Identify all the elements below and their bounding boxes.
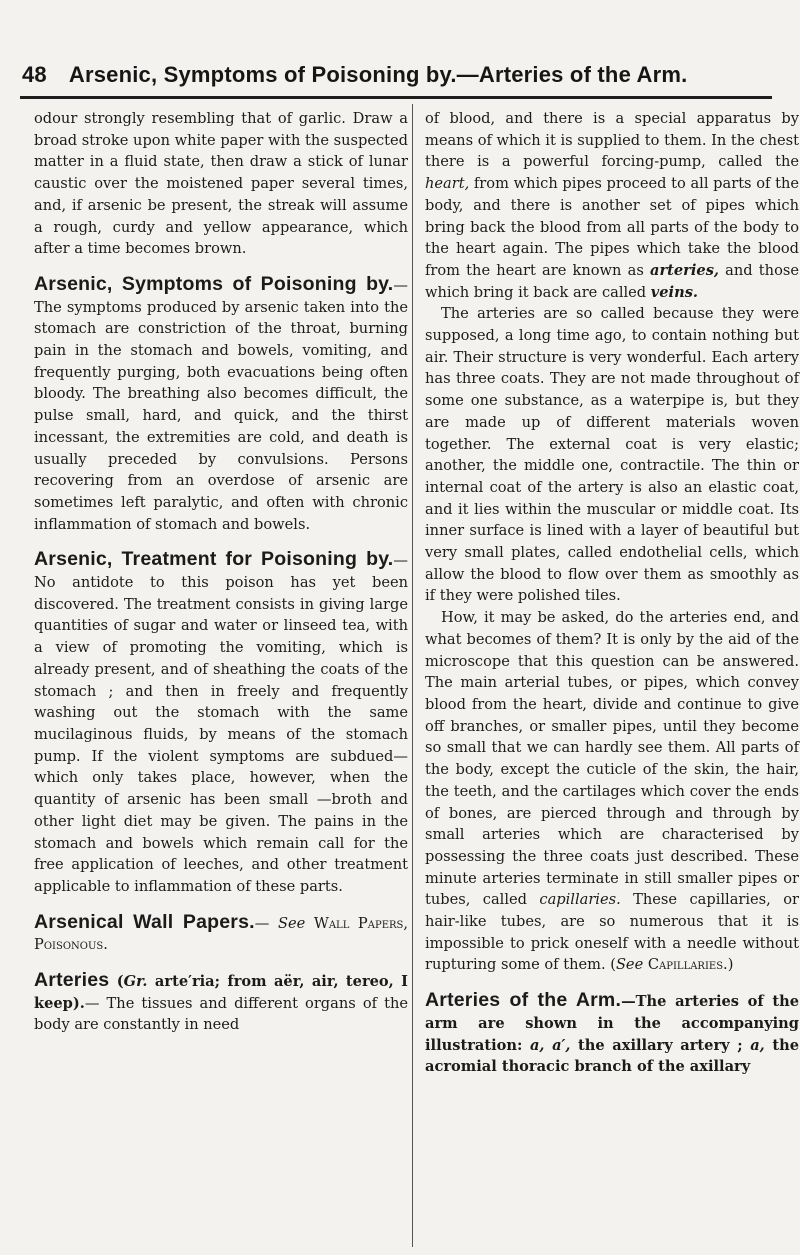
- see-label: See: [615, 956, 644, 974]
- text-run: These capillaries, or hair-like tubes, are so numerous that it is impossible to prick oneself with a needle without rupturing some of them. (: [425, 891, 799, 974]
- entry-text: —No antidote to this poison has yet been discovered. The treatment consists in giving large quantities of sugar and water or linseed tea, with a view of promoting the vomiting, which is already present, and of sheathing the coats of the stomach ; and then in freely and frequently washing out the stomach with the same mucilaginous fluids, by means of the stomach pump. If the violent symptoms are subdued—which only takes place, however, when the quantity of arsenic has been small —broth and other light diet may be given. The pains in the stomach and bowels which remain call for the free application of leeches, and other treatment applicable to inflammation of these parts.: [34, 552, 408, 895]
- italic-heart: heart,: [425, 175, 470, 193]
- text-run: from which pipes proceed to all parts of the body, and there is another set of pipes which bring back the blood from all parts of the body to the heart again. The pipes which take the blood from the heart are known as: [425, 175, 799, 279]
- figure-ref: a,: [750, 1036, 765, 1054]
- entry-arteries: [34, 970, 408, 1036]
- header-rule: [20, 96, 772, 99]
- entry-term: Arsenic, Symptoms of Poisoning by.: [34, 272, 394, 295]
- figure-ref: a, a′,: [529, 1036, 571, 1054]
- paragraph-odour: odour strongly resembling that of garlic. Draw a broad stroke upon white paper with the suspected matter in a fluid state, then draw a stick of lunar caustic over the moistened paper several times, and, if arsenic be present, the streak will assume a rough, curdy and yellow appearance, which after a time becomes brown.: [34, 110, 408, 258]
- see-label: See: [277, 914, 306, 932]
- cross-reference: Capillaries.: [647, 956, 728, 974]
- entry-term: Arteries of the Arm.: [425, 989, 622, 1012]
- text-run: ): [727, 956, 734, 974]
- text-run: of blood, and there is a special apparatus by means of which it is supplied to them. In the chest there is a powerful forcing-pump, called the: [425, 110, 800, 171]
- entry-arteries-of-the-arm: [425, 990, 799, 1078]
- italic-veins: veins.: [650, 283, 699, 301]
- right-column: [425, 108, 799, 1078]
- italic-capillaries: capillaries.: [539, 891, 621, 909]
- running-header: [22, 62, 772, 88]
- italic-arteries: arteries,: [650, 261, 719, 279]
- entry-text: the acromial thoracic branch of the axillary: [425, 1036, 799, 1076]
- etymology-open: (: [109, 973, 124, 991]
- entry-text: —The arteries of the arm are shown in the accompanying illustration:: [425, 993, 799, 1054]
- entry-term: Arsenical Wall Papers.: [34, 910, 255, 933]
- column-divider: [412, 104, 413, 1247]
- etymology-text: arte′ria; from aër, air, tereo, I keep).: [34, 973, 408, 1012]
- entry-arsenic-treatment: [34, 549, 408, 897]
- paragraph-arteries-end: [425, 607, 799, 976]
- entry-arsenic-symptoms: [34, 274, 408, 535]
- running-title: Arsenic, Symptoms of Poisoning by.—Arteries of the Arm.: [68, 62, 688, 87]
- text-run: How, it may be asked, do the arteries end, and what becomes of them? It is only by the aid of the microscope that this question can be answered. The main arterial tubes, or pipes, which convey blood from the heart, divide and continue to give off branches, or smaller pipes, until they become so small that we can hardly see them. All parts of the body, except the cuticle of the skin, the hair, the teeth, and the cartilages which cover the ends of bones, are pierced through and through by small arteries which are characterised by possessing the three coats just described. These minute arteries terminate in still smaller pipes or tubes, called: [425, 609, 799, 909]
- left-column: [34, 108, 408, 1036]
- cross-reference: Wall Papers, Poisonous.: [34, 914, 409, 954]
- entry-text: the axillary artery ;: [570, 1036, 751, 1054]
- page-number: 48: [22, 62, 47, 87]
- etymology-language: Gr.: [123, 973, 148, 991]
- entry-arsenical-wall-papers: [34, 912, 408, 956]
- entry-dash: —: [254, 914, 278, 932]
- entry-term: Arsenic, Treatment for Poisoning by.: [34, 548, 394, 571]
- paragraph-blood-supply: [425, 108, 799, 303]
- entry-text: — The tissues and different organs of the body are constantly in need: [34, 994, 408, 1034]
- entry-text: —The symptoms produced by arsenic taken into the stomach are constriction of the throat, burning pain in the stomach and bowels, vomiting, and frequently purging, both evacuations being often bloody. The breathing also becomes difficult, the pulse small, hard, and quick, and the thirst incessant, the extremities are cold, and death is usually preceded by convulsions. Persons recovering from an overdose of arsenic are sometimes left paralytic, and often with chronic inflammation of stomach and bowels.: [34, 276, 408, 533]
- text-run: and those which bring it back are called: [425, 261, 799, 301]
- paragraph-artery-structure: The arteries are so called because they were supposed, a long time ago, to contain nothing but air. Their structure is very wonderful. Each artery has three coats. They are not made throughout of some one substance, as a waterpipe is, but they are made up of different materials woven together. The external coat is very elastic; another, the middle one, contractile. The thin or internal coat of the artery is also an elastic coat, and it lies within the muscular or middle coat. Its inner surface is lined with a layer of beautiful but very small plates, called endothelial cells, which allow the blood to flow over them as smoothly as if they were polished tiles.: [425, 305, 799, 605]
- entry-term: Arteries: [34, 969, 110, 992]
